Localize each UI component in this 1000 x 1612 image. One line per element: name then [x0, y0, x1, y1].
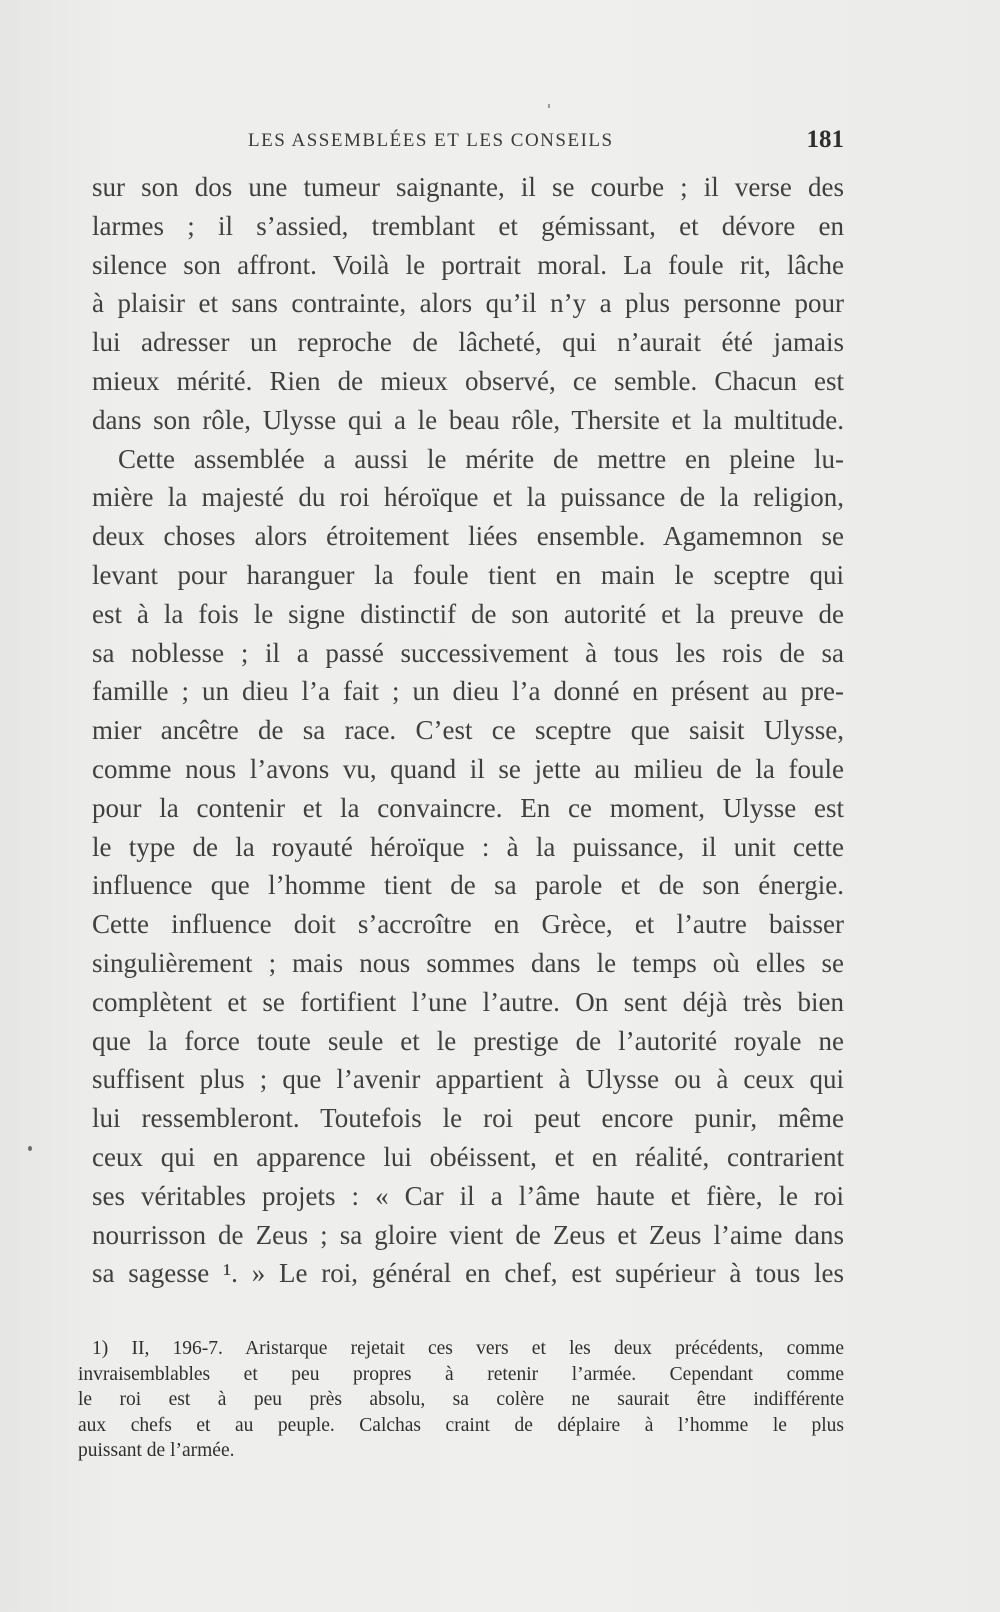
text-line: silence son affront. Voilà le portrait moral. La foule rit, lâche — [92, 249, 844, 280]
text-line: pour la contenir et la convaincre. En ce moment, Ulysse est — [92, 792, 844, 823]
page-speck — [28, 1146, 32, 1151]
text-line: larmes ; il s’assied, tremblant et gémissant, et dévore en — [92, 210, 844, 241]
page-header — [248, 126, 844, 162]
text-line: complètent et se fortifient l’une l’autre. On sent déjà très bien — [92, 986, 844, 1017]
text-line: Cette influence doit s’accroître en Grèce, et l’autre baisser — [92, 909, 844, 940]
text-line: nourrisson de Zeus ; sa gloire vient de Zeus et Zeus l’aime dans — [92, 1219, 844, 1250]
text-line: le type de la royauté héroïque : à la puissance, il unit cette — [92, 831, 844, 862]
text-line: à plaisir et sans contrainte, alors qu’il n’y a plus personne pour — [92, 288, 844, 319]
text-line: ses véritables projets : « Car il a l’âme haute et fière, le roi — [92, 1180, 844, 1211]
text-line: que la force toute seule et le prestige de l’autorité royale ne — [92, 1025, 844, 1056]
text-line: mieux mérité. Rien de mieux observé, ce semble. Chacun est — [92, 365, 844, 396]
text-line: mier ancêtre de sa race. C’est ce sceptre que saisit Ulysse, — [92, 715, 844, 746]
text-line: est à la fois le signe distinctif de son autorité et la preuve de — [92, 598, 844, 629]
page-number: 181 — [806, 126, 844, 153]
footnote-line: invraisemblables et peu propres à retenir l’armée. Cependant comme — [78, 1363, 844, 1385]
footnotes — [78, 1336, 844, 1464]
text-line: sa sagesse ¹. » Le roi, général en chef, est supérieur à tous les — [92, 1258, 844, 1289]
text-line: sa noblesse ; il a passé successivement à tous les rois de sa — [92, 637, 844, 668]
footnote-line: le roi est à peu près absolu, sa colère ne saurait être indifférente — [78, 1389, 844, 1410]
text-line: lui ressembleront. Toutefois le roi peut encore punir, même — [92, 1103, 844, 1134]
text-line: dans son rôle, Ulysse qui a le beau rôle, Thersite et la multitude. — [92, 404, 844, 435]
text-line: famille ; un dieu l’a fait ; un dieu l’a donné en présent au pre- — [92, 676, 844, 707]
footnote-line: 1) II, 196-7. Aristarque rejetait ces vers et les deux précédents, comme — [92, 1338, 844, 1359]
text-line: comme nous l’avons vu, quand il se jette au milieu de la foule — [92, 753, 844, 784]
text-line: deux choses alors étroitement liées ensemble. Agamemnon se — [92, 521, 844, 552]
main-text — [92, 168, 844, 1293]
footnote-line: puissant de l’armée. — [78, 1440, 235, 1461]
text-line: lui adresser un reproche de lâcheté, qui n’aurait été jamais — [92, 327, 844, 358]
text-line: sur son dos une tumeur saignante, il se courbe ; il verse des — [92, 172, 844, 202]
text-line: influence que l’homme tient de sa parole et de son énergie. — [92, 870, 844, 901]
running-head: LES ASSEMBLÉES ET LES CONSEILS — [248, 130, 614, 151]
text-line: levant pour haranguer la foule tient en main le sceptre qui — [92, 559, 844, 590]
page-speck — [548, 104, 550, 108]
text-line: ceux qui en apparence lui obéissent, et en réalité, contrarient — [92, 1141, 844, 1172]
text-line: singulièrement ; mais nous sommes dans le temps où elles se — [92, 947, 844, 978]
text-line: mière la majesté du roi héroïque et la puissance de la religion, — [92, 482, 844, 513]
text-line: suffisent plus ; que l’avenir appartient à Ulysse ou à ceux qui — [92, 1064, 844, 1095]
footnote-line: aux chefs et au peuple. Calchas craint de déplaire à l’homme le plus — [78, 1414, 844, 1436]
text-line: Cette assemblée a aussi le mérite de mettre en pleine lu- — [118, 443, 844, 474]
